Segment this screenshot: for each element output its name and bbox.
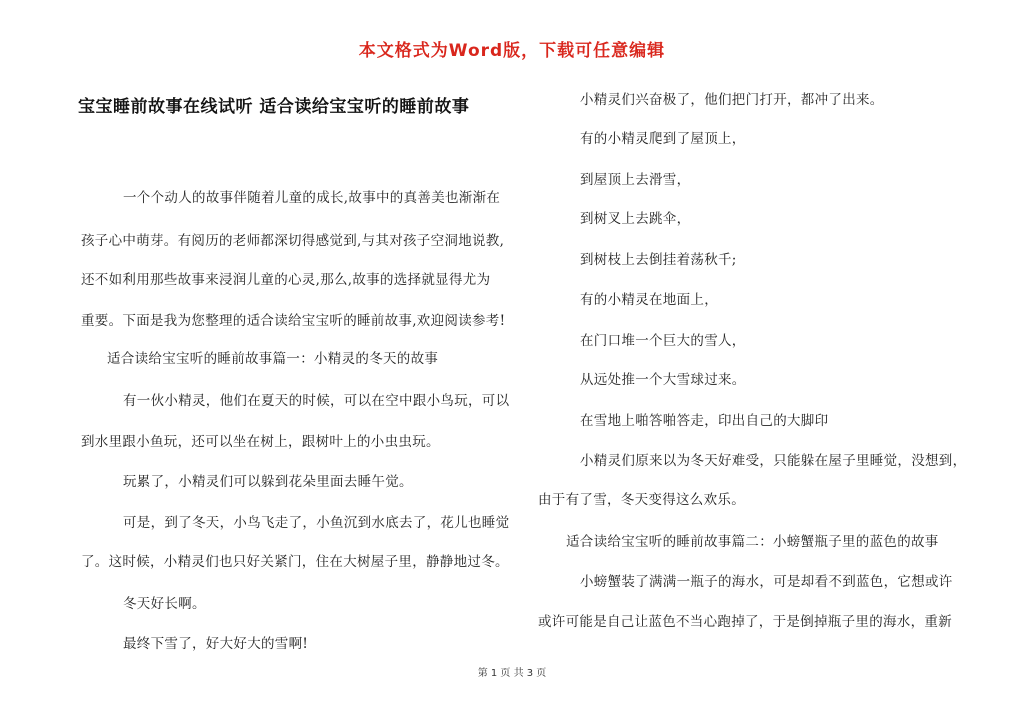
paragraph-line: 由于有了雪，冬天变得这么欢乐。 (538, 492, 745, 508)
paragraph-line: 孩子心中萌芽。有阅历的老师都深切得感觉到,与其对孩子空洞地说教, (81, 233, 505, 249)
paragraph-line: 到屋顶上去滑雪， (580, 172, 691, 188)
paragraph-line: 重要。下面是我为您整理的适合读给宝宝听的睡前故事,欢迎阅读参考! (81, 313, 506, 329)
paragraph-line: 了。这时候，小精灵们也只好关紧门，住在大树屋子里，静静地过冬。 (81, 554, 509, 570)
paragraph-line: 还不如利用那些故事来浸润儿童的心灵,那么,故事的选择就显得尤为 (81, 272, 491, 288)
paragraph-line: 或许可能是自己让蓝色不当心跑掉了，于是倒掉瓶子里的海水，重新 (538, 614, 952, 630)
paragraph-line: 小精灵们原来以为冬天好难受，只能躲在屋子里睡觉，没想到， (580, 453, 967, 469)
paragraph-line: 从远处推一个大雪球过来。 (580, 372, 746, 388)
paragraph-line: 小精灵们兴奋极了，他们把门打开，都冲了出来。 (580, 92, 884, 108)
page-number: 第 1 页 共 3 页 (477, 668, 547, 679)
paragraph-line: 玩累了，小精灵们可以躲到花朵里面去睡午觉。 (123, 474, 413, 490)
paragraph-line: 到树叉上去跳伞， (580, 211, 691, 227)
paragraph-line: 有的小精灵在地面上， (580, 292, 718, 308)
document-title: 宝宝睡前故事在线试听 适合读给宝宝听的睡前故事 (78, 97, 470, 117)
section-heading: 适合读给宝宝听的睡前故事篇一：小精灵的冬天的故事 (107, 351, 439, 367)
paragraph-line: 在雪地上啪答啪答走，印出自己的大脚印 (580, 413, 829, 429)
paragraph-line: 冬天好长啊。 (123, 596, 206, 612)
paragraph-line: 到水里跟小鱼玩，还可以坐在树上，跟树叶上的小虫虫玩。 (81, 434, 440, 450)
paragraph-line: 到树枝上去倒挂着荡秋千; (580, 252, 737, 268)
paragraph-line: 有一伙小精灵，他们在夏天的时候，可以在空中跟小鸟玩，可以 (123, 393, 510, 409)
section-heading: 适合读给宝宝听的睡前故事篇二：小螃蟹瓶子里的蓝色的故事 (566, 534, 939, 550)
paragraph-line: 最终下雪了，好大好大的雪啊! (123, 636, 309, 652)
paragraph-line: 一个个动人的故事伴随着儿童的成长,故事中的真善美也渐渐在 (123, 190, 501, 206)
paragraph-line: 在门口堆一个巨大的雪人， (580, 333, 746, 349)
paragraph-line: 有的小精灵爬到了屋顶上， (580, 131, 746, 147)
paragraph-line: 小螃蟹装了满满一瓶子的海水，可是却看不到蓝色，它想或许 (580, 574, 953, 590)
download-banner: 本文格式为Word版，下载可任意编辑 (358, 41, 666, 61)
paragraph-line: 可是，到了冬天，小鸟飞走了，小鱼沉到水底去了，花儿也睡觉 (123, 515, 510, 531)
